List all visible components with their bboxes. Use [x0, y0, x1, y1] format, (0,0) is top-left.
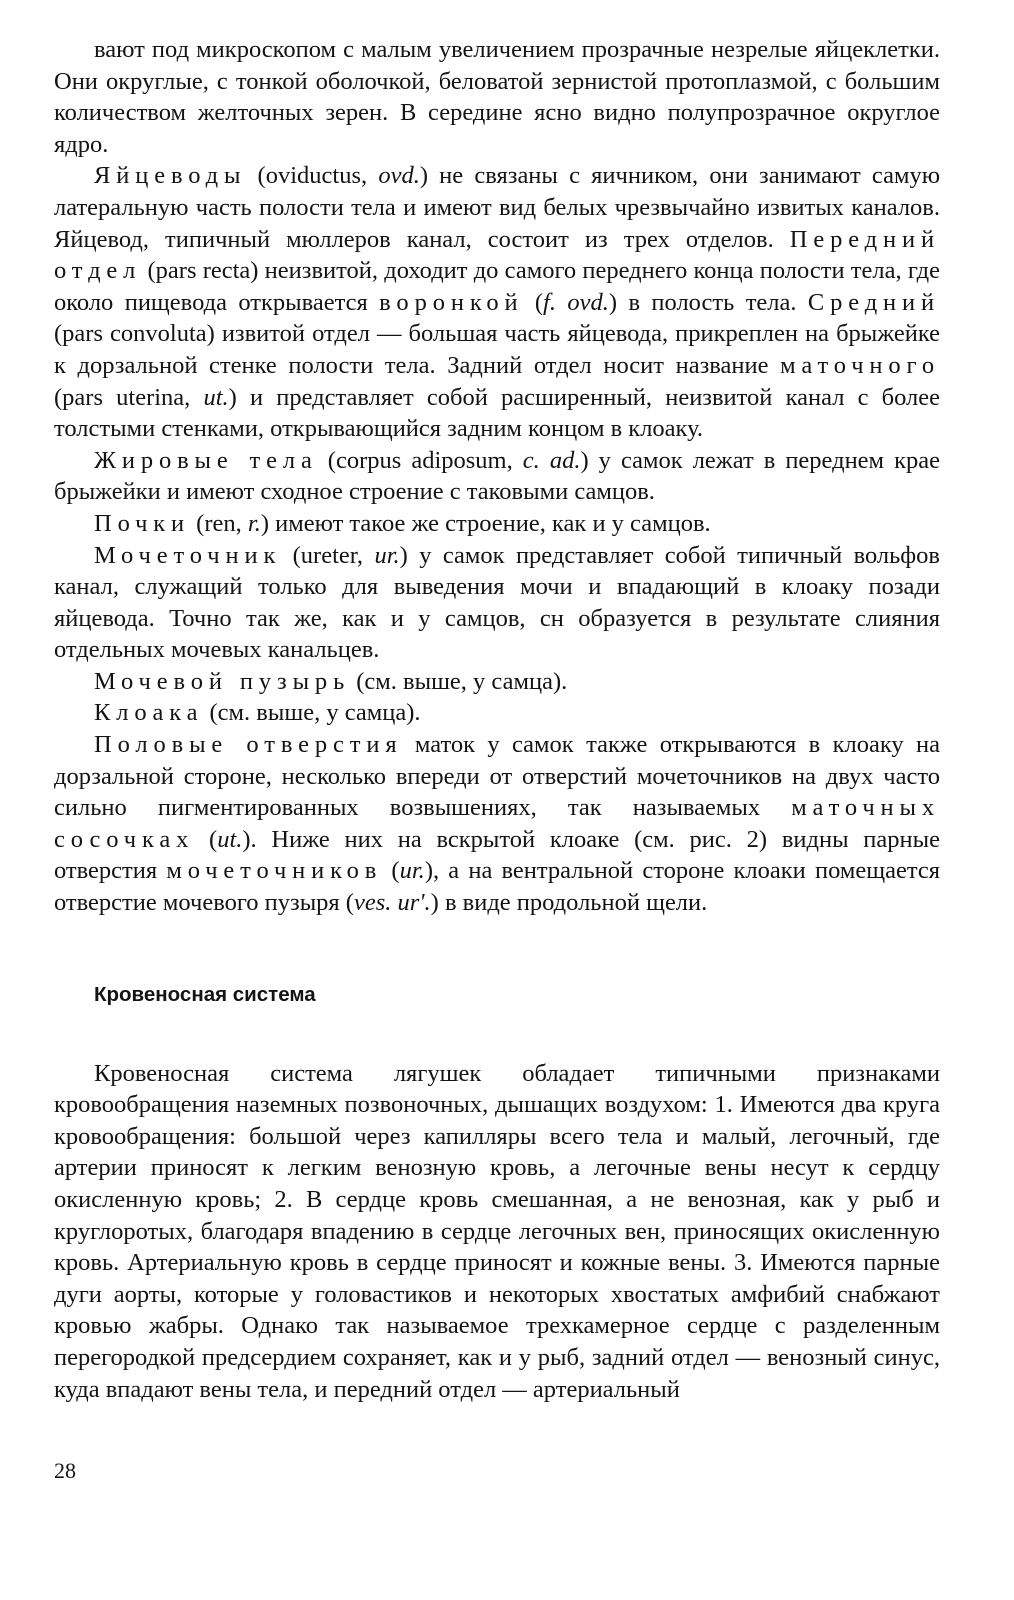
- text-run: ) и представляет собой расширенный, неизвитой канал с более толстыми стенками, открывающийся задним концом в клоаку.: [54, 383, 940, 443]
- text-run: вают под микроскопом с малым увеличением прозрачные незрелые яйцеклетки. Они округлые, с тонкой оболочкой, беловатой зернистой протоплазмой, с большим количеством желточных зерен. В середине ясно видно полупрозрачное округлое ядро.: [54, 36, 940, 158]
- text-run: ) у самок лежат в переднем крае брыжейки и имеют сходное строение с таковыми самцов.: [54, 446, 941, 506]
- spaced-term: мочеточников: [166, 857, 383, 885]
- paragraph: [54, 160, 940, 444]
- text-run: Кровеносная система лягушек обладает типичными признаками кровообращения наземных позвоночных, дышащих воздухом: 1. Имеются два круга кровообращения: большой через капилляры всего тела и малый, легочный, где артерии приносят к легким венозную кровь, а легочные вены несут к сердцу окисленную кровь; 2. В сердце кровь смешанная, а не венозная, как у рыб и круглоротых, благодаря впадению в сердце легочных вен, приносящих окисленную кровь. Артериальную кровь в сердце приносят и кожные вены. 3. Имеются парные дуги аорты, которые у головастиков и некоторых хвостатых амфибий снабжают кровью жабры. Однако так называемое трехкамерное сердце с разделенным перегородкой предсердием сохраняет, как и у рыб, задний отдел — венозный синус, куда впадают вены тела, и передний отдел — артериальный: [54, 1059, 940, 1403]
- text-run: (см. выше, у самца).: [203, 699, 421, 727]
- text-run: (: [194, 825, 218, 853]
- text-run: ) в полость тела.: [608, 288, 808, 316]
- page-number: 28: [54, 1458, 76, 1483]
- italic-abbreviation: ur.: [374, 541, 400, 569]
- spaced-term: Половые отверстия: [94, 731, 403, 759]
- paragraph: [54, 34, 940, 160]
- text-run: ) имеют такое же строение, как и у самцов.: [260, 509, 711, 537]
- paragraphs-before-heading: [54, 34, 940, 919]
- spaced-term: маточного: [780, 351, 940, 379]
- italic-abbreviation: ves. ur'.: [353, 889, 431, 917]
- italic-abbreviation: ur.: [399, 857, 425, 885]
- text-run: (corpus adiposum,: [317, 446, 523, 474]
- text-run: (: [382, 857, 400, 885]
- paragraph: [54, 445, 940, 508]
- paragraph: [54, 508, 940, 540]
- text-run: (pars convoluta) извитой отдел — большая часть яйцевода, прикреплен на брыжейке к дорзальной стенке полости тела. Задний отдел носит название: [54, 320, 940, 379]
- text-run: (: [523, 288, 544, 316]
- italic-abbreviation: ovd.: [378, 162, 420, 190]
- spaced-term: Мочеточник: [94, 541, 282, 569]
- text-run: (ureter,: [281, 541, 375, 569]
- paragraph: [54, 729, 940, 919]
- text-run: ). Ниже них на вскрытой клоаке (см. рис. 2) видны парные отверстия: [54, 825, 940, 885]
- spaced-term: Передний отдел: [54, 225, 940, 285]
- text-run: (ren,: [190, 509, 248, 537]
- text-run: (pars recta) неизвитой, доходит до самого переднего конца полости тела, где около пищевода открывается: [54, 257, 940, 316]
- text-run: ), а на вентральной стороне клоаки помещается отверстие мочевого пузыря (: [54, 857, 940, 917]
- italic-abbreviation: ut.: [217, 825, 243, 853]
- text-run: маток у самок также открываются в клоаку на дорзальной стороне, несколько впереди от отверстий мочеточников на двух часто сильно пигментированных возвышениях, так называемых: [54, 731, 940, 822]
- paragraphs-after-heading: [54, 1058, 940, 1406]
- page-text: [54, 34, 940, 1405]
- spaced-term: Почки: [94, 509, 191, 537]
- section-heading: Кровеносная система: [94, 982, 316, 1006]
- text-run: ) у самок представляет собой типичный вольфов канал, служащий только для выведения мочи и впадающий в клоаку позади яйцевода. Точно так же, как и у самцов, сн образуется в результате слияния отдельных мочевых канальцев.: [54, 541, 940, 664]
- spaced-term: Средний: [807, 288, 941, 316]
- text-run: (oviductus,: [246, 162, 379, 190]
- paragraph: [54, 1058, 940, 1406]
- italic-abbreviation: f. ovd.: [543, 288, 609, 316]
- spaced-term: воронкой: [379, 288, 524, 316]
- paragraph: [54, 697, 940, 729]
- text-run: (см. выше, у самца).: [350, 667, 568, 695]
- paragraph: [54, 540, 940, 666]
- italic-abbreviation: ut.: [203, 383, 229, 411]
- text-run: ) в виде продольной щели.: [430, 889, 708, 917]
- spaced-term: Яйцеводы: [94, 162, 247, 190]
- italic-abbreviation: r.: [247, 509, 261, 537]
- paragraph: [54, 666, 940, 698]
- spaced-term: Мочевой пузырь: [94, 667, 351, 695]
- spaced-term: Клоака: [94, 699, 204, 727]
- spaced-term: Жировые тела: [94, 446, 318, 474]
- text-run: (pars uterina,: [54, 383, 204, 411]
- spaced-term: маточных сосочках: [54, 794, 940, 853]
- italic-abbreviation: c. ad.: [522, 446, 581, 474]
- text-run: ) не связаны с яичником, они занимают самую латеральную часть полости тела и имеют вид белых чрезвычайно извитых каналов. Яйцевод, типичный мюллеров канал, состоит из трех отделов.: [54, 162, 941, 253]
